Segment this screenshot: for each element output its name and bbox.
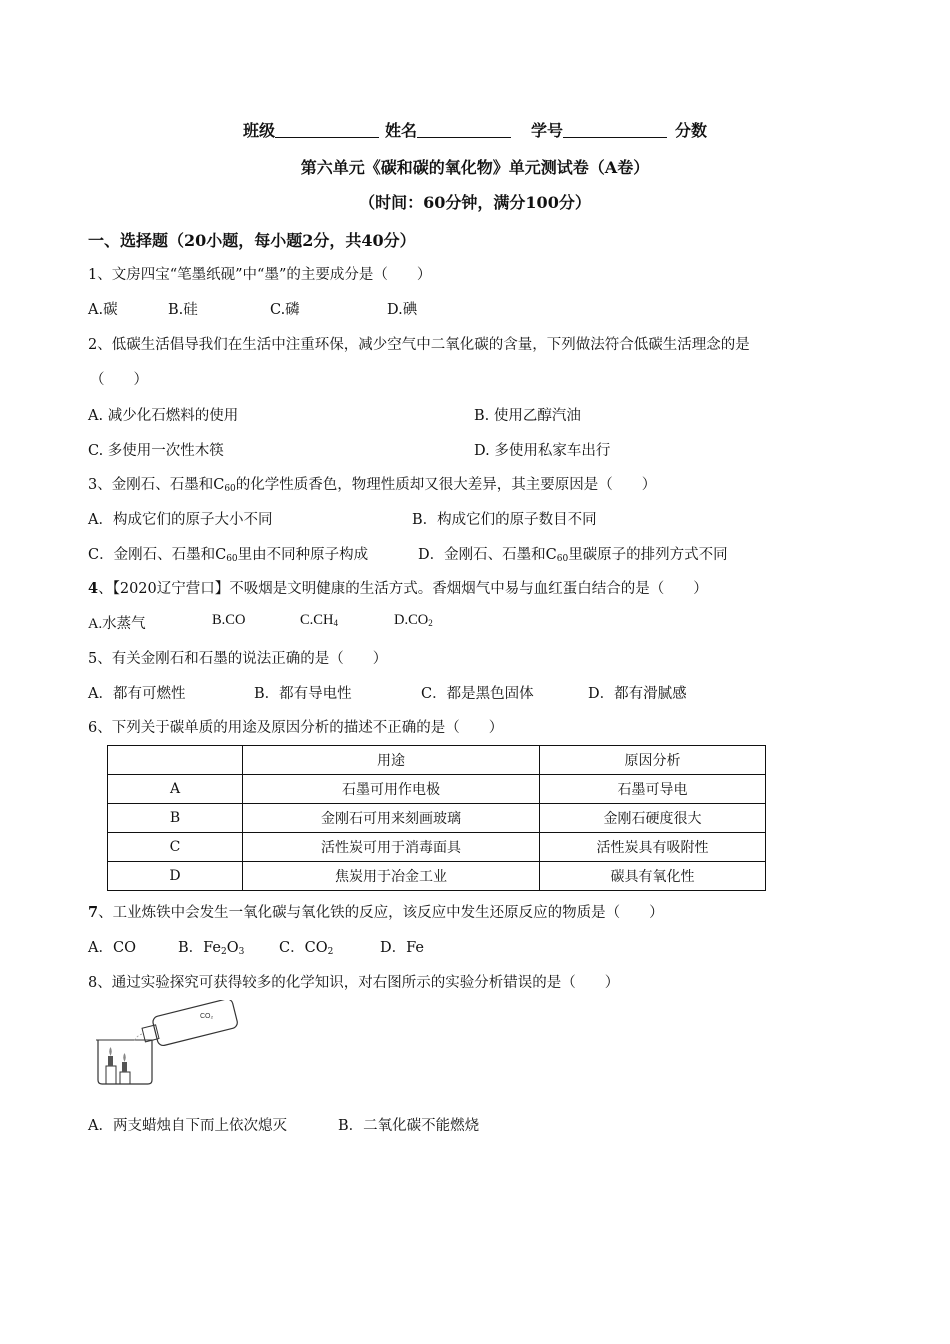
table-cell: 石墨可导电 <box>540 775 766 804</box>
bottle-neck <box>142 1025 159 1042</box>
question-5-stem: 5、有关金刚石和石墨的说法正确的是（ ） <box>88 651 388 667</box>
q6-table <box>107 745 766 891</box>
flame-left-icon <box>109 1047 112 1056</box>
q7-number: 7 <box>88 904 99 921</box>
flame-right-icon <box>123 1053 126 1062</box>
q7-option-b-subscript-1: 2 <box>221 947 227 957</box>
question-8-stem: 8、通过实验探究可获得较多的化学知识，对右图所示的实验分析错误的是（ ） <box>88 975 620 991</box>
question-2-stem: 2、低碳生活倡导我们在生活中注重环保，减少空气中二氧化碳的含量，下列做法符合低碳生活理念的是 <box>88 337 750 353</box>
question-6-stem: 6、下列关于碳单质的用途及原因分析的描述不正确的是（ ） <box>88 720 504 736</box>
q8-option-a[interactable]: A．两支蜡烛自下而上依次熄灭 <box>88 1118 287 1134</box>
q4-option-b[interactable]: B.CO <box>212 612 246 628</box>
q5-option-b[interactable]: B．都有导电性 <box>254 686 352 702</box>
q3-option-a[interactable]: A．构成它们的原子大小不同 <box>88 512 273 528</box>
section-heading: 一、选择题（20小题，每小题2分，共40分） <box>88 231 416 250</box>
q4-option-a[interactable]: A.水蒸气 <box>88 616 146 632</box>
class-blank[interactable] <box>275 121 379 138</box>
lower-step <box>106 1066 116 1084</box>
q3-option-b[interactable]: B．构成它们的原子数目不同 <box>412 512 597 528</box>
q4-stem-text: 、【2020辽宁营口】不吸烟是文明健康的生活方式。香烟烟气中易与血红蛋白结合的是（ ） <box>98 581 708 597</box>
q4-option-d-subscript: 2 <box>428 618 433 628</box>
name-blank[interactable] <box>417 121 511 138</box>
table-row <box>108 862 766 891</box>
id-blank[interactable] <box>563 121 667 138</box>
q4-number: 4 <box>88 580 99 597</box>
q2-option-b[interactable]: B. 使用乙醇汽油 <box>474 408 581 424</box>
bottle-body <box>152 1000 239 1047</box>
table-cell: C <box>108 833 243 862</box>
q2-option-d[interactable]: D. 多使用私家车出行 <box>474 443 611 459</box>
q4-option-c[interactable] <box>300 612 338 629</box>
exam-title: 第六单元《碳和碳的氧化物》单元测试卷（A卷） <box>300 158 650 177</box>
q3-stem-subscript: 60 <box>224 484 236 494</box>
id-label: 学号 <box>531 121 564 140</box>
q7-stem-text: 、工业炼铁中会发生一氧化碳与氧化铁的反应，该反应中发生还原反应的物质是（ ） <box>98 905 664 921</box>
q7-option-c[interactable] <box>279 936 333 957</box>
table-cell: 活性炭可用于消毒面具 <box>243 833 540 862</box>
co2-label: CO₂ <box>200 1013 214 1020</box>
table-header-cell: 原因分析 <box>540 746 766 775</box>
q3-option-c[interactable] <box>88 543 368 564</box>
table-row <box>108 775 766 804</box>
table-row <box>108 804 766 833</box>
q4-option-d[interactable] <box>394 612 433 629</box>
q4-option-c-subscript: 4 <box>333 618 338 628</box>
table-cell: 活性炭具有吸附性 <box>540 833 766 862</box>
table-cell: 焦炭用于冶金工业 <box>243 862 540 891</box>
q3-option-c-subscript: 60 <box>226 554 238 564</box>
name-label: 姓名 <box>384 121 417 140</box>
q1-option-d[interactable]: D.碘 <box>387 302 418 318</box>
table-cell: B <box>108 804 243 833</box>
upper-step <box>120 1072 130 1084</box>
q3-option-c-part-a: C．金刚石、石墨和C <box>88 547 227 563</box>
q4-option-d-text: D.CO <box>394 612 429 628</box>
table-cell: 金刚石硬度很大 <box>540 804 766 833</box>
question-4-stem <box>88 577 708 598</box>
q4-option-c-text: C.CH <box>300 612 334 628</box>
q2-option-a[interactable]: A. 减少化石燃料的使用 <box>88 408 239 424</box>
q3-stem-part-b: 的化学性质香色，物理性质却又很大差异，其主要原因是（ ） <box>235 477 657 493</box>
q7-option-c-subscript: 2 <box>327 947 334 957</box>
q5-option-c[interactable]: C．都是黑色固体 <box>421 686 534 702</box>
table-cell: 石墨可用作电极 <box>243 775 540 804</box>
q7-option-b-subscript-2: 3 <box>238 947 245 957</box>
q3-option-d[interactable] <box>418 543 728 564</box>
q7-option-b[interactable] <box>178 936 244 957</box>
table-cell: A <box>108 775 243 804</box>
question-7-stem <box>88 901 664 922</box>
table-header-row <box>108 746 766 775</box>
question-1-stem: 1、文房四宝“笔墨纸砚”中“墨”的主要成分是（ ） <box>88 267 432 283</box>
q3-option-d-part-b: 里碳原子的排列方式不同 <box>568 547 728 563</box>
q3-stem-part-a: 3、金刚石、石墨和C <box>88 477 225 493</box>
score-label: 分数 <box>675 121 708 140</box>
q8-option-b[interactable]: B．二氧化碳不能燃烧 <box>338 1118 480 1134</box>
q7-option-c-text: C．CO <box>279 940 328 956</box>
q3-option-d-part-a: D．金刚石、石墨和C <box>418 547 557 563</box>
q7-option-b-part-a: B．Fe <box>178 940 222 956</box>
class-label: 班级 <box>242 121 275 140</box>
candle-right <box>122 1062 127 1072</box>
gas-stream <box>134 1034 142 1042</box>
table-cell: 金刚石可用来刻画玻璃 <box>243 804 540 833</box>
table-header-cell: 用途 <box>243 746 540 775</box>
q1-option-a[interactable]: A.碳 <box>88 302 118 318</box>
question-3-stem <box>88 473 656 494</box>
exam-subtitle: （时间：60分钟，满分100分） <box>359 193 591 212</box>
student-info-header <box>0 118 950 141</box>
q3-option-c-part-b: 里由不同种原子构成 <box>237 547 369 563</box>
q7-option-a[interactable]: A．CO <box>88 940 136 956</box>
q7-option-b-part-mid: O <box>226 940 239 956</box>
q7-option-d[interactable]: D．Fe <box>380 940 424 956</box>
gas-bottle <box>140 1000 238 1050</box>
table-row <box>108 833 766 862</box>
q5-option-d[interactable]: D．都有滑腻感 <box>588 686 687 702</box>
candle-left <box>108 1056 113 1066</box>
q3-option-d-subscript: 60 <box>556 554 569 564</box>
q2-option-c[interactable]: C. 多使用一次性木筷 <box>88 443 224 459</box>
experiment-figure <box>92 1000 242 1086</box>
table-header-cell <box>108 746 243 775</box>
table-cell: 碳具有氧化性 <box>540 862 766 891</box>
question-2-stem-cont: （ ） <box>90 372 148 388</box>
q5-option-a[interactable]: A．都有可燃性 <box>88 686 186 702</box>
table-cell: D <box>108 862 243 891</box>
q1-option-c[interactable]: C.磷 <box>270 302 300 318</box>
q1-option-b[interactable]: B.硅 <box>168 302 198 318</box>
